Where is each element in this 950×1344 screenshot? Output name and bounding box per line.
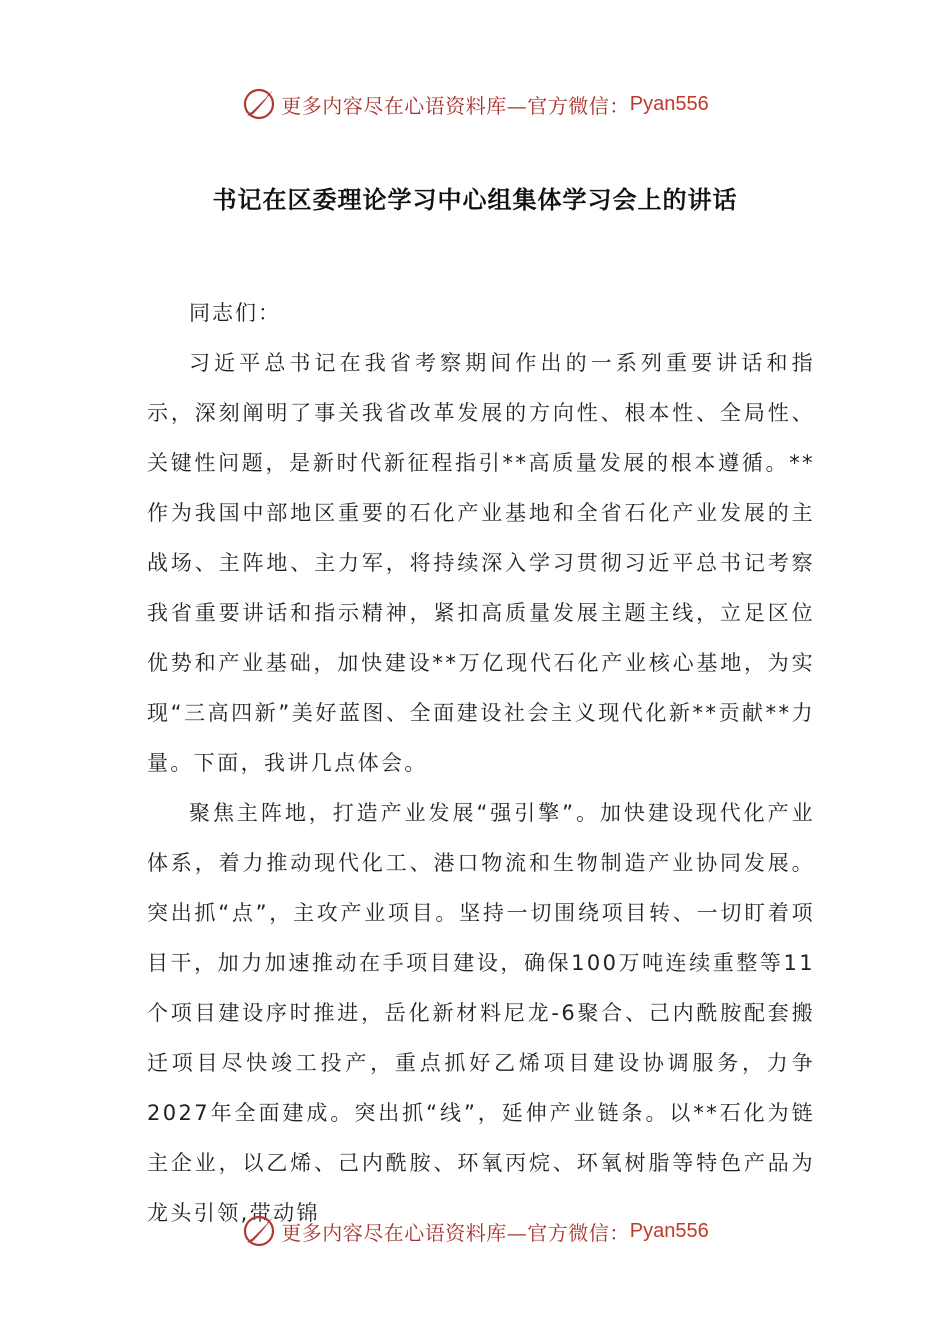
paragraph-2: 聚焦主阵地，打造产业发展“强引擎”。加快建设现代化产业体系，着力推动现代化工、港口物流和生物制造产业协同发展。突出抓“点”，主攻产业项目。坚持一切围绕项目转、一切盯着项目干，加力加速推动在手项目建设，确保100万吨连续重整等11个项目建设序时推进，岳化新材料尼龙-6聚合、己内酰胺配套搬迁项目尽快竣工投产，重点抓好乙烯项目建设协调服务，力争2027年全面建成。突出抓“线”，延伸产业链条。以**石化为链主企业，以乙烯、己内酰胺、环氧丙烷、环氧树脂等特色产品为龙头引领,带动锦	[147, 801, 815, 1225]
page-title: 书记在区委理论学习中心组集体学习会上的讲话	[212, 186, 738, 214]
greeting: 同志们：	[189, 301, 281, 325]
paragraph-1: 习近平总书记在我省考察期间作出的一系列重要讲话和指示，深刻阐明了事关我省改革发展的方向性、根本性、全局性、关键性问题，是新时代新征程指引**高质量发展的根本遵循。**作为我国中部地区重要的石化产业基地和全省石化产业发展的主战场、主阵地、主力军，将持续深入学习贯彻习近平总书记考察我省重要讲话和指示精神，紧扣高质量发展主题主线，立足区位优势和产业基础，加快建设**万亿现代石化产业核心基地，为实现“三高四新”美好蓝图、全面建设社会主义现代化新**贡献**力量。下面，我讲几点体会。	[147, 351, 815, 775]
quill-logo-icon	[241, 1213, 277, 1249]
wechat-id: Pyan556	[629, 92, 709, 115]
wechat-id: Pyan556	[629, 1219, 709, 1242]
banner-text: 更多内容尽在心语资料库—官方微信：	[281, 93, 630, 118]
quill-logo-icon	[241, 86, 277, 122]
document-body	[147, 288, 815, 1238]
banner-text: 更多内容尽在心语资料库—官方微信：	[281, 1220, 630, 1245]
header-banner	[0, 84, 950, 124]
footer-banner	[0, 1211, 950, 1251]
